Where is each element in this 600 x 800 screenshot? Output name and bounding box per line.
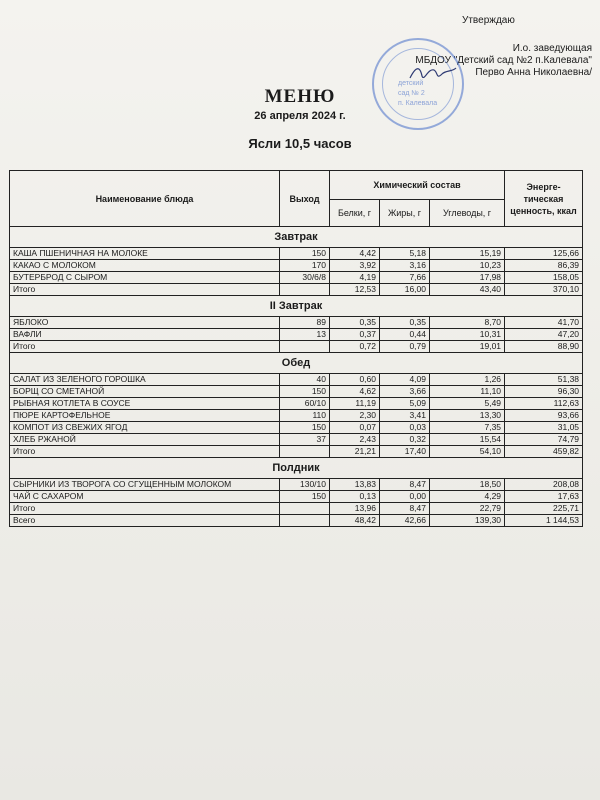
carbs-cell: 17,98	[430, 272, 505, 284]
energy-cell: 96,30	[505, 386, 583, 398]
fat-cell: 17,40	[380, 446, 430, 458]
dish-name-cell: ПЮРЕ КАРТОФЕЛЬНОЕ	[10, 410, 280, 422]
header-fat: Жиры, г	[380, 200, 430, 227]
fat-cell: 3,66	[380, 386, 430, 398]
dish-name-cell: БОРЩ СО СМЕТАНОЙ	[10, 386, 280, 398]
table-row	[10, 248, 583, 260]
fat-cell: 0,00	[380, 491, 430, 503]
carbs-cell: 54,10	[430, 446, 505, 458]
fat-cell: 42,66	[380, 515, 430, 527]
section-title: Полдник	[10, 458, 583, 479]
yield-cell	[280, 503, 330, 515]
carbs-cell: 19,01	[430, 341, 505, 353]
approval-person: Перво Анна Николаевна/	[475, 67, 592, 78]
dish-name-cell: СЫРНИКИ ИЗ ТВОРОГА СО СГУЩЕННЫМ МОЛОКОМ	[10, 479, 280, 491]
yield-cell	[280, 515, 330, 527]
protein-cell: 0,07	[330, 422, 380, 434]
carbs-cell: 139,30	[430, 515, 505, 527]
energy-cell: 158,05	[505, 272, 583, 284]
table-row	[10, 515, 583, 527]
fat-cell: 3,16	[380, 260, 430, 272]
yield-cell: 60/10	[280, 398, 330, 410]
fat-cell: 0,32	[380, 434, 430, 446]
fat-cell: 0,35	[380, 317, 430, 329]
table-row	[10, 329, 583, 341]
carbs-cell: 5,49	[430, 398, 505, 410]
energy-cell: 31,05	[505, 422, 583, 434]
protein-cell: 13,96	[330, 503, 380, 515]
protein-cell: 11,19	[330, 398, 380, 410]
carbs-cell: 18,50	[430, 479, 505, 491]
section-header-row	[10, 458, 583, 479]
yield-cell: 150	[280, 386, 330, 398]
yield-cell: 13	[280, 329, 330, 341]
energy-cell: 125,66	[505, 248, 583, 260]
menu-table-body	[10, 227, 583, 527]
dish-name-cell: КАКАО С МОЛОКОМ	[10, 260, 280, 272]
protein-cell: 48,42	[330, 515, 380, 527]
dish-name-cell: Итого	[10, 284, 280, 296]
document-date: 26 апреля 2024 г.	[254, 110, 346, 122]
table-row	[10, 491, 583, 503]
dish-name-cell: ХЛЕБ РЖАНОЙ	[10, 434, 280, 446]
energy-cell: 208,08	[505, 479, 583, 491]
carbs-cell: 15,19	[430, 248, 505, 260]
approval-position: И.о. заведующая	[512, 43, 592, 54]
carbs-cell: 13,30	[430, 410, 505, 422]
header-yield: Выход	[280, 171, 330, 227]
yield-cell	[280, 341, 330, 353]
energy-cell: 17,63	[505, 491, 583, 503]
dish-name-cell: КАША ПШЕНИЧНАЯ НА МОЛОКЕ	[10, 248, 280, 260]
fat-cell: 4,09	[380, 374, 430, 386]
stamp-line: сад № 2	[398, 90, 425, 97]
dish-name-cell: САЛАТ ИЗ ЗЕЛЕНОГО ГОРОШКА	[10, 374, 280, 386]
energy-cell: 225,71	[505, 503, 583, 515]
fat-cell: 3,41	[380, 410, 430, 422]
dish-name-cell: Всего	[10, 515, 280, 527]
stamp-line: п. Калевала	[398, 100, 438, 107]
energy-cell: 88,90	[505, 341, 583, 353]
header-protein: Белки, г	[330, 200, 380, 227]
yield-cell: 150	[280, 491, 330, 503]
dish-name-cell: ВАФЛИ	[10, 329, 280, 341]
approval-organization: МБДОУ "Детский сад №2 п.Калевала"	[415, 55, 592, 66]
energy-cell: 74,79	[505, 434, 583, 446]
yield-cell: 37	[280, 434, 330, 446]
carbs-cell: 1,26	[430, 374, 505, 386]
energy-cell: 459,82	[505, 446, 583, 458]
yield-cell	[280, 446, 330, 458]
fat-cell: 0,79	[380, 341, 430, 353]
dish-name-cell: Итого	[10, 503, 280, 515]
table-row	[10, 422, 583, 434]
protein-cell: 0,72	[330, 341, 380, 353]
dish-name-cell: ЧАЙ С САХАРОМ	[10, 491, 280, 503]
dish-name-cell: РЫБНАЯ КОТЛЕТА В СОУСЕ	[10, 398, 280, 410]
table-row	[10, 317, 583, 329]
fat-cell: 0,44	[380, 329, 430, 341]
protein-cell: 0,37	[330, 329, 380, 341]
section-title: Обед	[10, 353, 583, 374]
carbs-cell: 11,10	[430, 386, 505, 398]
protein-cell: 3,92	[330, 260, 380, 272]
header-carbs: Углеводы, г	[430, 200, 505, 227]
dish-name-cell: БУТЕРБРОД С СЫРОМ	[10, 272, 280, 284]
energy-cell: 47,20	[505, 329, 583, 341]
table-row	[10, 272, 583, 284]
section-title: II Завтрак	[10, 296, 583, 317]
carbs-cell: 8,70	[430, 317, 505, 329]
fat-cell: 5,18	[380, 248, 430, 260]
energy-cell: 51,38	[505, 374, 583, 386]
energy-cell: 370,10	[505, 284, 583, 296]
yield-cell: 40	[280, 374, 330, 386]
header-energy: Энерге-тическая ценность, ккал	[505, 171, 583, 227]
energy-cell: 41,70	[505, 317, 583, 329]
carbs-cell: 4,29	[430, 491, 505, 503]
energy-cell: 1 144,53	[505, 515, 583, 527]
energy-cell: 86,39	[505, 260, 583, 272]
protein-cell: 0,60	[330, 374, 380, 386]
protein-cell: 2,30	[330, 410, 380, 422]
fat-cell: 16,00	[380, 284, 430, 296]
table-row	[10, 503, 583, 515]
section-title: Завтрак	[10, 227, 583, 248]
table-row	[10, 386, 583, 398]
document-title: МЕНЮ	[264, 86, 336, 107]
protein-cell: 4,62	[330, 386, 380, 398]
energy-cell: 93,66	[505, 410, 583, 422]
protein-cell: 0,13	[330, 491, 380, 503]
table-row	[10, 446, 583, 458]
fat-cell: 0,03	[380, 422, 430, 434]
carbs-cell: 43,40	[430, 284, 505, 296]
menu-table	[9, 170, 583, 527]
protein-cell: 4,42	[330, 248, 380, 260]
carbs-cell: 15,54	[430, 434, 505, 446]
protein-cell: 0,35	[330, 317, 380, 329]
yield-cell: 150	[280, 422, 330, 434]
table-row	[10, 398, 583, 410]
protein-cell: 4,19	[330, 272, 380, 284]
dish-name-cell: Итого	[10, 341, 280, 353]
dish-name-cell: КОМПОТ ИЗ СВЕЖИХ ЯГОД	[10, 422, 280, 434]
carbs-cell: 22,79	[430, 503, 505, 515]
group-name: Ясли 10,5 часов	[248, 136, 352, 151]
yield-cell	[280, 284, 330, 296]
table-row	[10, 341, 583, 353]
protein-cell: 13,83	[330, 479, 380, 491]
dish-name-cell: ЯБЛОКО	[10, 317, 280, 329]
protein-cell: 21,21	[330, 446, 380, 458]
table-row	[10, 410, 583, 422]
protein-cell: 2,43	[330, 434, 380, 446]
table-row	[10, 434, 583, 446]
yield-cell: 89	[280, 317, 330, 329]
protein-cell: 12,53	[330, 284, 380, 296]
approval-label: Утверждаю	[462, 15, 515, 26]
fat-cell: 8,47	[380, 503, 430, 515]
yield-cell: 30/6/8	[280, 272, 330, 284]
table-row	[10, 284, 583, 296]
yield-cell: 130/10	[280, 479, 330, 491]
yield-cell: 170	[280, 260, 330, 272]
carbs-cell: 7,35	[430, 422, 505, 434]
signature-mark	[408, 62, 458, 84]
carbs-cell: 10,31	[430, 329, 505, 341]
section-header-row	[10, 227, 583, 248]
carbs-cell: 10,23	[430, 260, 505, 272]
fat-cell: 5,09	[380, 398, 430, 410]
table-row	[10, 479, 583, 491]
section-header-row	[10, 353, 583, 374]
header-chemical-composition: Химический состав	[330, 171, 505, 200]
fat-cell: 7,66	[380, 272, 430, 284]
dish-name-cell: Итого	[10, 446, 280, 458]
energy-cell: 112,63	[505, 398, 583, 410]
yield-cell: 110	[280, 410, 330, 422]
table-row	[10, 260, 583, 272]
stamp-line: детский	[398, 80, 424, 87]
yield-cell: 150	[280, 248, 330, 260]
fat-cell: 8,47	[380, 479, 430, 491]
header-dish-name: Наименование блюда	[10, 171, 280, 227]
section-header-row	[10, 296, 583, 317]
table-row	[10, 374, 583, 386]
